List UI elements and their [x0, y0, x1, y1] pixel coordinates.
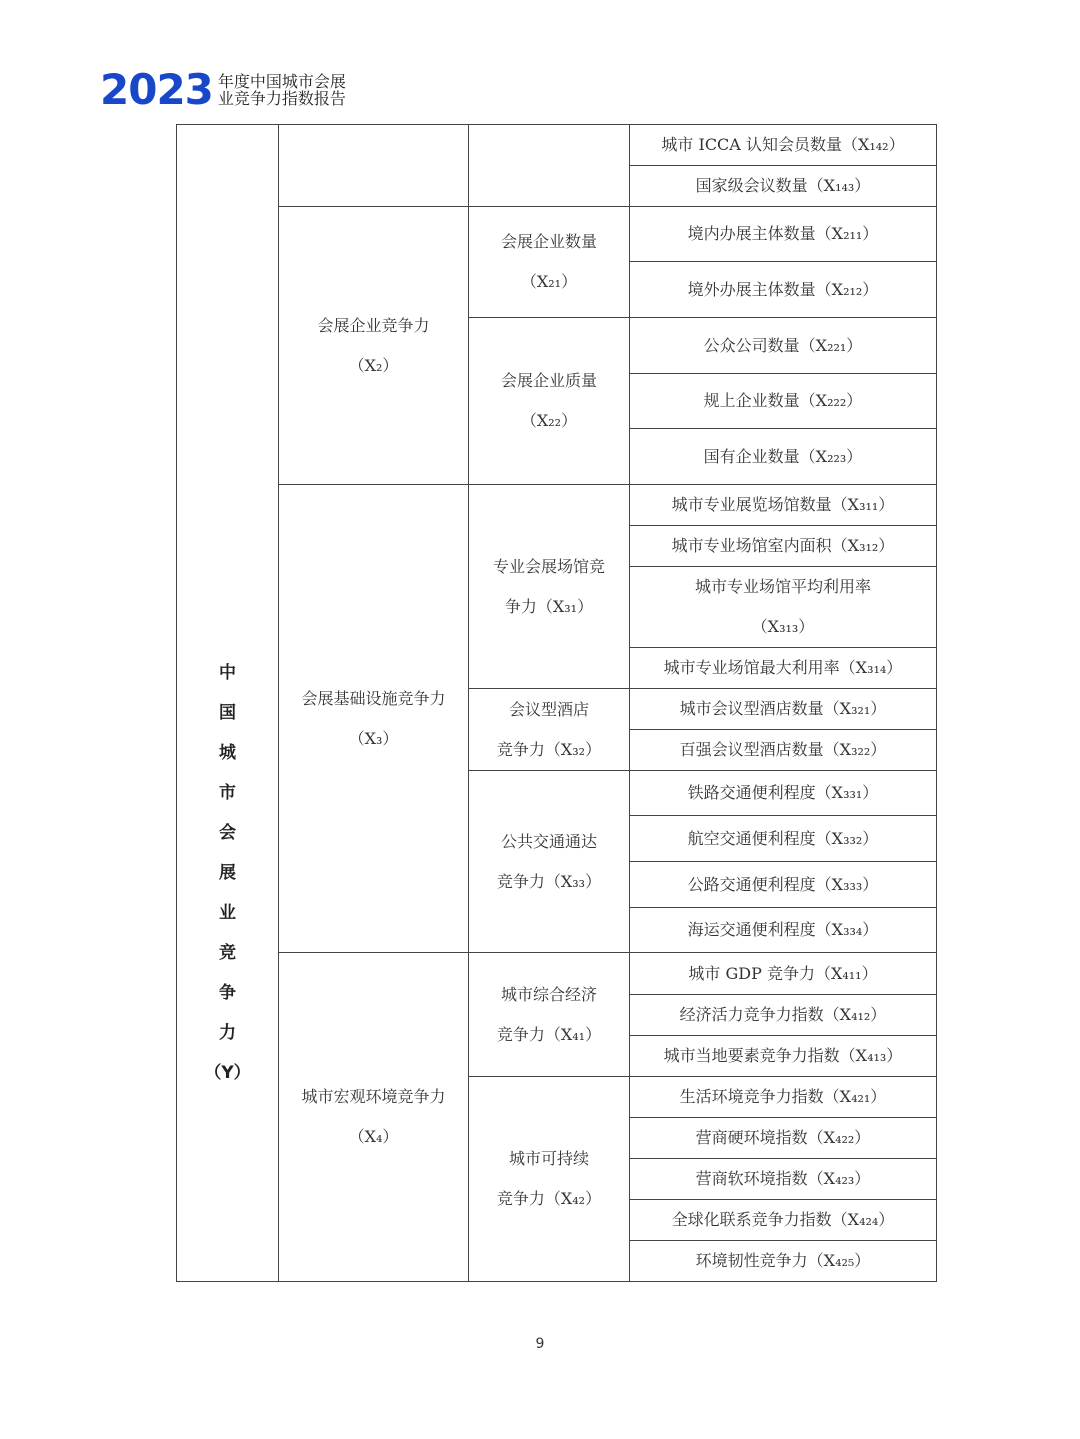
level2-name: 城市宏观环境竞争力 [301, 1087, 446, 1106]
level3-cell-x32 [469, 689, 630, 771]
level3-line2: 竞争力（X₄₂） [496, 1189, 602, 1208]
level3-line2: 竞争力（X₄₁） [496, 1024, 602, 1044]
level3-cell-x14-continued [469, 125, 630, 207]
level4-cell: 铁路交通便利程度（X₃₃₁） [630, 771, 937, 816]
level3-line2: 竞争力（X₃₂） [496, 739, 602, 759]
level3-line2: 竞争力（X₃₃） [496, 871, 602, 891]
logo-title [218, 73, 346, 107]
level4-cell: 营商软环境指数（X₄₂₃） [630, 1159, 937, 1200]
root-indicator-cell [177, 125, 279, 1282]
root-char: 中 [219, 663, 236, 683]
level3-line1: 城市可持续 [508, 1149, 589, 1168]
level3-cell-x31 [469, 485, 630, 689]
level2-cell-x2 [279, 207, 469, 485]
root-char: 竞 [219, 943, 236, 963]
level4-cell: 国有企业数量（X₂₂₃） [630, 429, 937, 485]
level3-line2: （X₂₂） [520, 411, 578, 430]
level2-code: （X₄） [348, 1127, 399, 1146]
level4-cell: 百强会议型酒店数量（X₃₂₂） [630, 730, 937, 771]
level4-cell: 公众公司数量（X₂₂₁） [630, 318, 937, 374]
root-char: 国 [219, 703, 236, 723]
level4-cell: 规上企业数量（X₂₂₂） [630, 374, 937, 429]
level4-cell: 境外办展主体数量（X₂₁₂） [630, 262, 937, 318]
level4-cell: 城市专业展览场馆数量（X₃₁₁） [630, 485, 937, 526]
level4-cell: 生活环境竞争力指数（X₄₂₁） [630, 1077, 937, 1118]
root-char: 争 [219, 983, 236, 1003]
level3-cell-x42 [469, 1077, 630, 1282]
level4-cell: 全球化联系竞争力指数（X₄₂₄） [630, 1200, 937, 1241]
level2-name: 会展企业竞争力 [317, 315, 430, 335]
level4-cell: 海运交通便利程度（X₃₃₄） [630, 908, 937, 953]
level4-cell [630, 567, 937, 648]
report-logo [100, 65, 346, 114]
level3-cell-x33 [469, 771, 630, 953]
level3-cell-x22 [469, 318, 630, 485]
level4-cell: 城市专业场馆最大利用率（X₃₁₄） [630, 648, 937, 689]
level3-line1: 专业会展场馆竞 [492, 556, 605, 576]
level2-cell-x3 [279, 485, 469, 953]
level2-code: （X₂） [348, 355, 399, 375]
level4-cell: 国家级会议数量（X₁₄₃） [630, 166, 937, 207]
level3-cell-x21 [469, 207, 630, 318]
level3-cell-x41 [469, 953, 630, 1077]
level4-cell: 城市 GDP 竞争力（X₄₁₁） [630, 953, 937, 995]
level3-line1: 公共交通通达 [500, 831, 597, 851]
root-char: 力 [219, 1023, 236, 1043]
level2-code: （X₃） [348, 728, 399, 748]
root-char: 会 [219, 823, 236, 843]
level4-cell: 经济活力竞争力指数（X₄₁₂） [630, 995, 937, 1036]
index-system-table [176, 124, 937, 1282]
level4-cell: 城市当地要素竞争力指数（X₄₁₃） [630, 1036, 937, 1077]
level3-line1: 会展企业数量 [500, 232, 597, 251]
root-char: 展 [219, 863, 236, 883]
level3-line1: 会议型酒店 [508, 699, 589, 719]
level4-cell: 环境韧性竞争力（X₄₂₅） [630, 1241, 937, 1282]
root-code: （Y） [204, 1063, 251, 1083]
level3-line1: 城市综合经济 [500, 984, 597, 1004]
page-number: 9 [535, 1336, 545, 1352]
level2-cell-x1-continued [279, 125, 469, 207]
logo-year: 2023 [100, 65, 213, 114]
root-char: 市 [219, 783, 236, 803]
level4-cell: 公路交通便利程度（X₃₃₃） [630, 862, 937, 908]
level4-cell: 境内办展主体数量（X₂₁₁） [630, 207, 937, 262]
logo-title-line2: 业竞争力指数报告 [217, 89, 346, 108]
root-char: 城 [219, 743, 236, 763]
level4-cell: 营商硬环境指数（X₄₂₂） [630, 1118, 937, 1159]
level4-cell: 城市 ICCA 认知会员数量（X₁₄₂） [630, 125, 937, 166]
level4-line2: （X₃₁₃） [751, 617, 815, 636]
level4-cell: 城市专业场馆室内面积（X₃₁₂） [630, 526, 937, 567]
level3-line1: 会展企业质量 [500, 371, 597, 390]
level2-name: 会展基础设施竞争力 [301, 688, 446, 708]
logo-title-line1: 年度中国城市会展 [217, 72, 346, 91]
root-char: 业 [219, 903, 236, 923]
level4-line1: 城市专业场馆平均利用率 [694, 577, 871, 596]
level4-cell: 航空交通便利程度（X₃₃₂） [630, 816, 937, 862]
level3-line2: 争力（X₃₁） [504, 596, 594, 616]
level2-cell-x4 [279, 953, 469, 1282]
level4-cell: 城市会议型酒店数量（X₃₂₁） [630, 689, 937, 730]
level3-line2: （X₂₁） [520, 272, 578, 291]
